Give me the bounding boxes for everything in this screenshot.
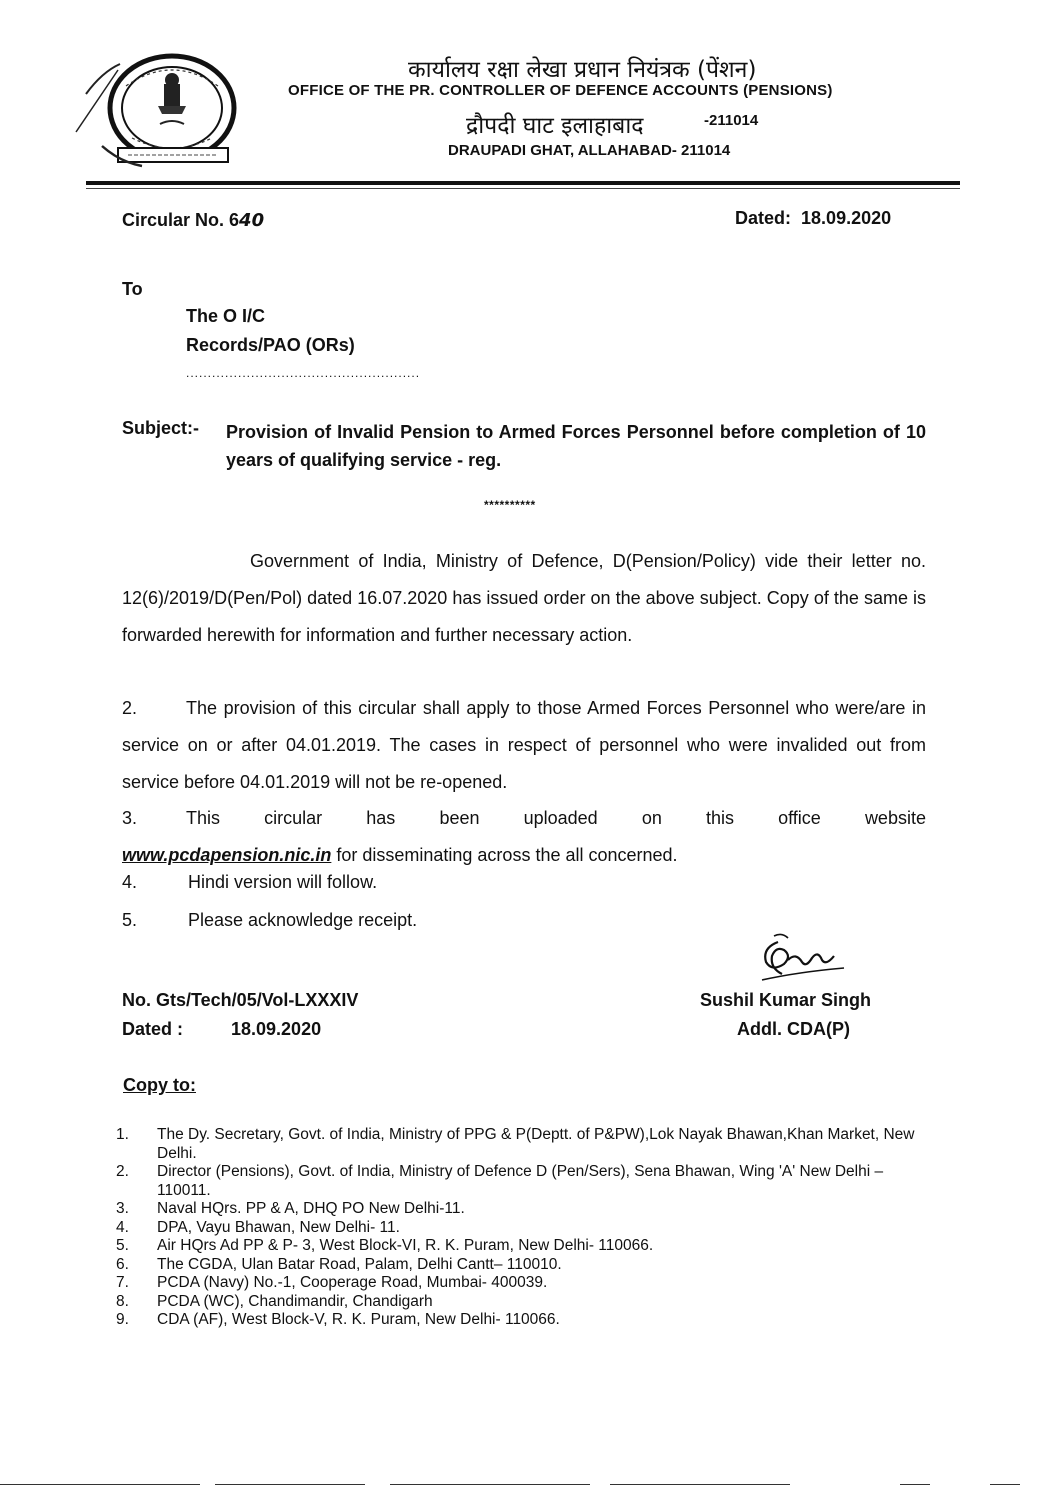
office-name-english: OFFICE OF THE PR. CONTROLLER OF DEFENCE ACCOUNTS (PENSIONS) bbox=[288, 82, 833, 99]
circular-number bbox=[122, 210, 264, 231]
copy-to-item-text: The CGDA, Ulan Batar Road, Palam, Delhi Cantt– 110010. bbox=[157, 1255, 562, 1273]
copy-to-item bbox=[116, 1311, 940, 1330]
copy-to-item-text: Air HQrs Ad PP & P- 3, West Block-VI, R. K. Puram, New Delhi- 110066. bbox=[157, 1237, 654, 1254]
copy-to-item-number: 7. bbox=[116, 1274, 129, 1291]
copy-to-item-number: 5. bbox=[116, 1237, 129, 1254]
office-address-english: DRAUPADI GHAT, ALLAHABAD- 211014 bbox=[448, 142, 731, 159]
subject-text: Provision of Invalid Pension to Armed Forces Personnel before completion of 10 years of qualifying service - reg. bbox=[226, 422, 926, 470]
circular-date bbox=[735, 208, 891, 229]
circular-number-handwritten: 40 bbox=[239, 210, 265, 231]
paragraph-3-word: has bbox=[366, 808, 396, 828]
copy-to-item-number: 4. bbox=[116, 1218, 129, 1236]
paragraph-1: Government of India, Ministry of Defence, D(Pension/Policy) vide their letter no. 12(6)/2019/D(Pen/Pol) dated 16.07.2020 has issued order on the above subject. Copy of the same is forwarded herewith for information and further necessary action. bbox=[122, 551, 926, 645]
dated-value: 18.09.2020 bbox=[801, 208, 892, 228]
office-pin-hindi: -211014 bbox=[704, 112, 759, 129]
paragraph-5-number: 5. bbox=[122, 910, 138, 930]
copy-to-item bbox=[116, 1219, 940, 1238]
copy-to-item bbox=[116, 1163, 940, 1200]
office-address-hindi: द्रौपदी घाट इलाहाबाद bbox=[466, 113, 644, 139]
paragraph-3 bbox=[122, 800, 926, 874]
paragraph-3-first-line bbox=[122, 800, 926, 837]
paragraph-3-word: circular bbox=[264, 808, 323, 828]
copy-to-item-text: The Dy. Secretary, Govt. of India, Ministry of PPG & P(Deptt. of P&PW),Lok Nayak Bhawan,Khan Market, New Delhi. bbox=[157, 1126, 915, 1162]
circular-label: Circular No. 6 bbox=[122, 210, 240, 230]
scan-mark bbox=[390, 1484, 590, 1485]
copy-to-item-number: 2. bbox=[116, 1163, 129, 1180]
handwritten-signature bbox=[748, 928, 858, 988]
addressee-line-2: Records/PAO (ORs) bbox=[186, 335, 355, 355]
header-rule-thin bbox=[86, 188, 960, 189]
copy-to-item-text: Director (Pensions), Govt. of India, Ministry of Defence D (Pen/Sers), Sena Bhawan, Wing 'A' New Delhi – 110011. bbox=[157, 1163, 884, 1199]
header-rule-thick bbox=[86, 181, 960, 185]
copy-to-item-number: 1. bbox=[116, 1126, 129, 1143]
copy-to-item-number: 6. bbox=[116, 1255, 129, 1273]
paragraph-3-word: this bbox=[705, 808, 734, 828]
scan-mark bbox=[215, 1484, 365, 1485]
paragraph-3-word: on bbox=[641, 808, 662, 828]
paragraph-5-text: Please acknowledge receipt. bbox=[188, 910, 418, 930]
copy-to-item bbox=[116, 1200, 940, 1219]
office-name-hindi: कार्यालय रक्षा लेखा प्रधान नियंत्रक (पेंशन) bbox=[408, 57, 757, 83]
copy-to-item-text: Naval HQrs. PP & A, DHQ PO New Delhi-11. bbox=[157, 1200, 465, 1217]
signatory-name: Sushil Kumar Singh bbox=[700, 990, 872, 1010]
copy-to-item-text: PCDA (Navy) No.-1, Cooperage Road, Mumbai- 400039. bbox=[157, 1274, 548, 1291]
copy-to-item bbox=[116, 1274, 940, 1293]
paragraph-4-number: 4. bbox=[122, 872, 138, 892]
signatory-designation: Addl. CDA(P) bbox=[737, 1019, 850, 1039]
copy-to-item-text: DPA, Vayu Bhawan, New Delhi- 11. bbox=[157, 1218, 400, 1236]
copy-to-item-number: 8. bbox=[116, 1292, 129, 1310]
addressee-dots: ...................................................... bbox=[186, 366, 421, 380]
addressee-line-1: The O I/C bbox=[186, 306, 266, 326]
scan-mark bbox=[990, 1484, 1020, 1485]
paragraph-2-number: 2. bbox=[122, 698, 138, 718]
reference-number: No. Gts/Tech/05/Vol-LXXXIV bbox=[122, 990, 359, 1010]
reference-dated-value: 18.09.2020 bbox=[231, 1019, 322, 1039]
paragraph-3-rest: for disseminating across the all concerned. bbox=[331, 845, 678, 865]
reference-dated-label: Dated : bbox=[122, 1019, 184, 1039]
copy-to-item-text: CDA (AF), West Block-V, R. K. Puram, New Delhi- 110066. bbox=[157, 1311, 560, 1328]
paragraph-3-word: been bbox=[439, 808, 480, 828]
office-emblem-seal bbox=[72, 50, 252, 180]
copy-to-list bbox=[116, 1126, 940, 1330]
copy-to-heading: Copy to: bbox=[123, 1075, 196, 1095]
copy-to-item-text: PCDA (WC), Chandimandir, Chandigarh bbox=[157, 1292, 433, 1310]
copy-to-item bbox=[116, 1293, 940, 1312]
copy-to-item-number: 3. bbox=[116, 1200, 129, 1217]
paragraph-3-word: office bbox=[778, 808, 821, 828]
paragraph-3-word: uploaded bbox=[523, 808, 598, 828]
subject-label: Subject:- bbox=[122, 418, 200, 438]
paragraph-3-second-line bbox=[122, 837, 926, 874]
copy-to-item-number: 9. bbox=[116, 1311, 129, 1328]
copy-to-item bbox=[116, 1237, 940, 1256]
paragraph-4-text: Hindi version will follow. bbox=[188, 872, 378, 892]
to-label: To bbox=[122, 279, 143, 299]
paragraph-3-word: website bbox=[864, 808, 926, 828]
paragraph-3-word: This bbox=[186, 808, 221, 828]
copy-to-item bbox=[116, 1256, 940, 1275]
copy-to-item bbox=[116, 1126, 940, 1163]
dated-label: Dated: bbox=[735, 208, 792, 228]
scan-mark bbox=[0, 1484, 200, 1485]
subject-separator: ********** bbox=[484, 498, 536, 512]
scan-mark bbox=[900, 1484, 930, 1485]
scan-mark bbox=[610, 1484, 790, 1485]
paragraph-2 bbox=[122, 690, 926, 801]
paragraph-2-text: The provision of this circular shall apply to those Armed Forces Personnel who were/are in service on or after 04.01.2019. The cases in respect of personnel who were invalided out from service before 04.01.2019 will not be re-opened. bbox=[122, 698, 926, 792]
paragraph-3-number: 3. bbox=[122, 808, 138, 828]
website-link[interactable]: www.pcdapension.nic.in bbox=[122, 845, 332, 865]
paragraph-5 bbox=[122, 910, 418, 931]
paragraph-4 bbox=[122, 872, 378, 893]
